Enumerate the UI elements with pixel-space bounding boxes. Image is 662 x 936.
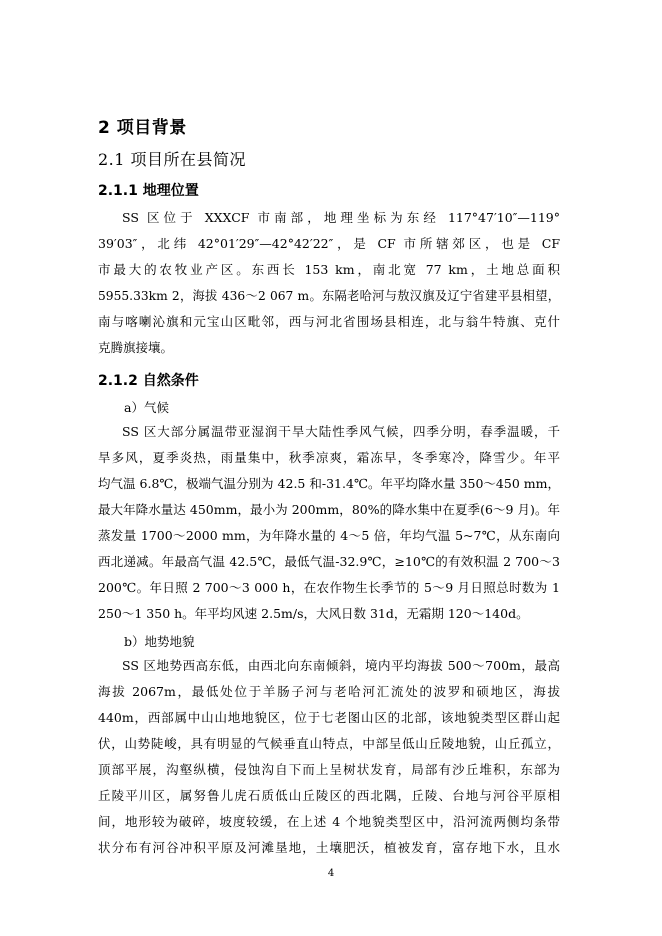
chapter-heading: 2 项目背景 xyxy=(98,118,187,138)
item-label-terrain: b）地势地貌 xyxy=(124,634,195,649)
item-label-climate: a）气候 xyxy=(124,400,169,415)
paragraph-line: 市最大的农牧业产区。东西长 153 km，南北宽 77 km，土地总面积 xyxy=(98,262,560,277)
paragraph-line: 状分布有河谷冲积平原及河滩垦地，土壤肥沃，植被发育，富存地下水，且水 xyxy=(98,840,560,855)
subsection-heading-location: 2.1.1 地理位置 xyxy=(98,183,199,199)
paragraph-line: 440m，西部属中山山地地貌区，位于七老图山区的北部，该地貌类型区群山起 xyxy=(98,710,560,725)
paragraph-line: SS 区位于 XXXCF 市南部，地理坐标为东经 117°47′10″—119° xyxy=(122,210,560,225)
paragraph-line: 5955.33km 2，海拔 436～2 067 m。东隔老哈河与敖汉旗及辽宁省建平县相望， xyxy=(98,289,560,303)
paragraph-line: 最大年降水量达 450mm，最小为 200mm，80%的降水集中在夏季(6～9 月)。年 xyxy=(98,502,560,517)
paragraph-line: 丘陵平川区，属努鲁儿虎石质低山丘陵区的西北隅，丘陵、台地与河谷平原相 xyxy=(98,788,560,803)
paragraph-line: 南与喀喇沁旗和元宝山区毗邻，西与河北省围场县相连，北与翁牛特旗、克什 xyxy=(98,314,560,329)
paragraph-line: 克腾旗接壤。 xyxy=(98,340,174,355)
paragraph-line: 39′03″，北纬 42°01′29″—42°42′22″，是 CF 市所辖郊区，也是 CF xyxy=(98,236,560,251)
paragraph-line: 蒸发量 1700～2000 mm，为年降水量的 4～5 倍，年均气温 5~7℃，从东南向 xyxy=(98,528,560,543)
paragraph-line: 均气温 6.8℃，极端气温分别为 42.5 和-31.4℃。年平均降水量 350～450 mm， xyxy=(98,476,560,491)
paragraph-line: 250～1 350 h。年平均风速 2.5m/s，大风日数 31d，无霜期 120～140d。 xyxy=(98,606,529,621)
paragraph-line: SS 区地势西高东低，由西北向东南倾斜，境内平均海拔 500～700m，最高 xyxy=(122,658,560,673)
page-number: 4 xyxy=(327,868,335,879)
section-heading: 2.1 项目所在县简况 xyxy=(98,150,247,169)
paragraph-line: SS 区大部分属温带亚湿润干旱大陆性季风气候，四季分明，春季温暖，千 xyxy=(122,424,560,439)
subsection-heading-conditions: 2.1.2 自然条件 xyxy=(98,373,199,389)
paragraph-line: 间，地形较为破碎，坡度较缓，在上述 4 个地貌类型区中，沿河流两侧均条带 xyxy=(98,814,560,829)
paragraph-line: 海拔 2067m，最低处位于羊肠子河与老哈河汇流处的波罗和硕地区，海拔 xyxy=(98,684,560,699)
paragraph-line: 西北递减。年最高气温 42.5℃，最低气温-32.9℃，≥10℃的有效积温 2 700～3 xyxy=(98,554,560,569)
paragraph-line: 旱多风，夏季炎热，雨量集中，秋季凉爽，霜冻早，冬季寒冷，降雪少。年平 xyxy=(98,450,560,465)
paragraph-line: 伏，山势陡峻，具有明显的气候垂直山特点，中部呈低山丘陵地貌，山丘孤立， xyxy=(98,736,560,751)
paragraph-line: 顶部平展，沟壑纵横，侵蚀沟自下而上呈树状发育，局部有沙丘堆积，东部为 xyxy=(98,762,560,777)
paragraph-line: 200℃。年日照 2 700～3 000 h，在农作物生长季节的 5～9 月日照总时数为 1 xyxy=(98,580,560,595)
